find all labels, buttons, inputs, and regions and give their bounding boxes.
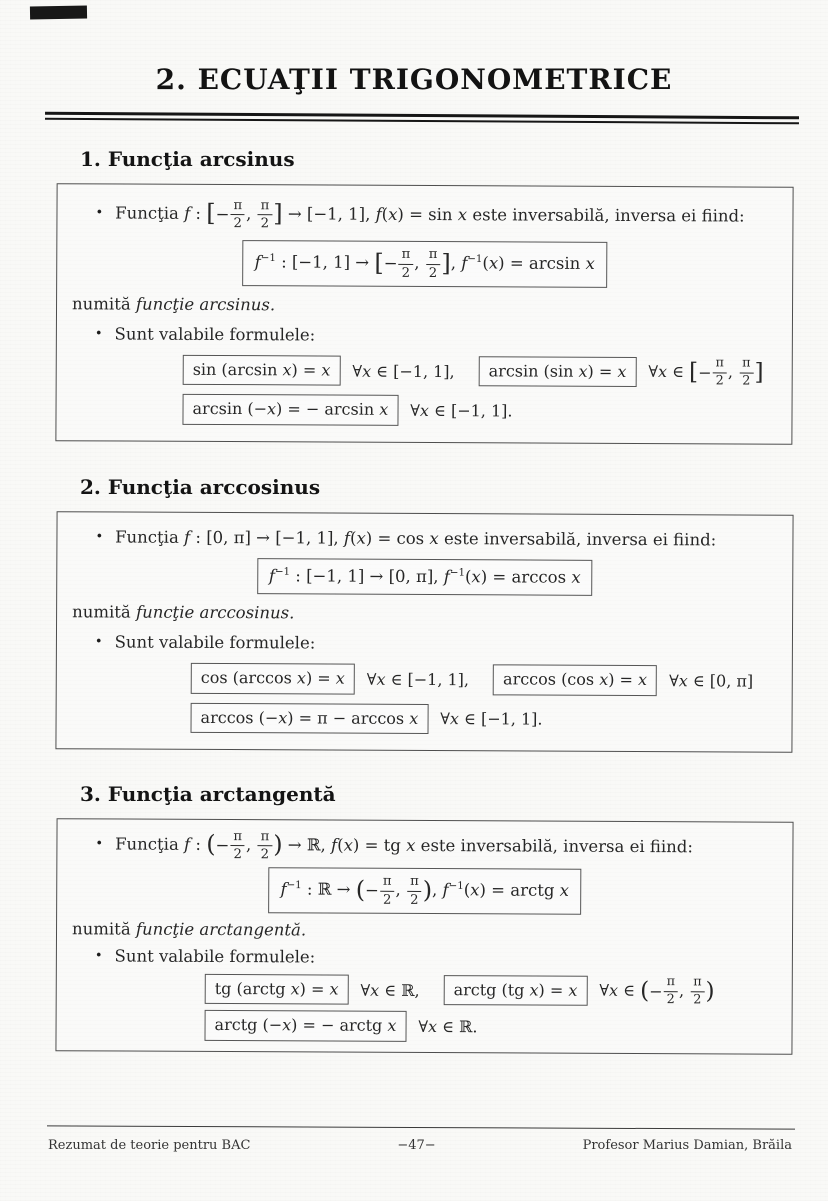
formula-row <box>182 395 785 429</box>
formula-box: arccos (cos x) = x <box>493 664 657 696</box>
note-prefix: numită <box>72 294 136 314</box>
formulas-intro-label: Sunt valabile formulele: <box>114 325 316 346</box>
formula-row <box>204 1010 785 1044</box>
formula-box: arccos (−x) = π − arccos x <box>191 702 429 734</box>
domain-condition: ∀x ∈ (− $\frac{\pi}{2}$ , $\frac{\pi}{2}$ ) <box>599 973 715 1007</box>
domain-condition: ∀x ∈ [−1, 1], <box>352 361 455 382</box>
domain-condition: ∀x ∈ [−1, 1], <box>366 669 470 689</box>
section-box-arcsinus <box>55 184 793 446</box>
domain-condition: ∀x ∈ [0, π] <box>669 670 754 690</box>
page-title: 2. ECUAŢII TRIGONOMETRICE <box>155 63 673 96</box>
section-heading-arccosinus: 2. Funcţia arccosinus <box>80 474 321 499</box>
section-box-arccosinus <box>55 511 793 753</box>
formula-box: sin (arcsin x) = x <box>183 355 341 387</box>
formula-box: arctg (−x) = − arctg x <box>204 1010 406 1042</box>
domain-condition: ∀x ∈ [− $\frac{\pi}{2}$ , $\frac{\pi}{2}$ ] <box>648 355 764 389</box>
formula-box: arctg (tg x) = x <box>444 975 588 1006</box>
inverse-row <box>63 240 786 289</box>
intro-line <box>63 829 786 864</box>
formulas-intro-line <box>63 324 786 349</box>
title-divider <box>45 112 799 125</box>
formula-box: tg (arctg x) = x <box>205 974 349 1005</box>
formulas-intro-line <box>63 631 786 656</box>
inverse-formula-box: $f^{-1}$ : [−1, 1] → [0, π], $f^{-1}(x) = \arccos x$ <box>257 558 593 595</box>
formula-row <box>191 662 786 696</box>
inverse-formula-box: $f^{-1}$ : [−1, 1] → [− $\frac{\pi}{2}$ , $\frac{\pi}{2}$ ], $f^{-1}(x) = \arcsin x$ <box>243 241 607 288</box>
formula-box: arcsin (sin x) = x <box>479 356 637 388</box>
footer-left-text: Rezumat de teorie pentru BAC <box>48 1138 251 1153</box>
bullet-icon: • <box>95 529 104 545</box>
domain-condition: ∀x ∈ ℝ. <box>418 1017 478 1037</box>
function-name-note <box>72 601 786 626</box>
domain-condition: ∀x ∈ ℝ, <box>360 980 420 1000</box>
inverse-row <box>63 867 786 916</box>
formula-row <box>205 974 786 1008</box>
bullet-icon: • <box>94 634 103 650</box>
formula-box: cos (arccos x) = x <box>191 662 355 694</box>
section-heading-arcsinus: 1. Funcţia arcsinus <box>80 147 295 172</box>
scan-artifact-mark <box>30 6 87 20</box>
bullet-icon: • <box>95 836 104 852</box>
section-box-arctangenta <box>55 818 793 1055</box>
formulas-intro-label: Sunt valabile formulele: <box>114 946 316 967</box>
footer-right-text: Profesor Marius Damian, Brăila <box>582 1138 792 1153</box>
domain-condition: ∀x ∈ [−1, 1]. <box>410 401 513 422</box>
formulas-intro-line <box>63 945 786 970</box>
note-italic: funcţie arccosinus. <box>135 602 295 622</box>
function-name-note <box>72 918 786 943</box>
intro-line <box>63 526 786 551</box>
formula-box: arcsin (−x) = − arcsin x <box>182 395 398 427</box>
page-footer <box>0 1127 828 1153</box>
inverse-formula-box: $f^{-1}$ : ℝ → (− $\frac{\pi}{2}$ , $\frac{\pi}{2}$ ), $f^{-1}(x)$ = arctg x <box>268 868 581 915</box>
intro-line <box>63 199 786 234</box>
note-prefix: numită <box>71 919 136 939</box>
formula-row <box>191 702 786 736</box>
domain-condition: ∀x ∈ [−1, 1]. <box>440 709 543 729</box>
note-italic: funcţie arctangentă. <box>135 919 307 940</box>
section-heading-arctangenta: 3. Funcţia arctangentă <box>80 782 336 807</box>
inverse-row <box>63 557 786 596</box>
page-number: −47− <box>397 1138 436 1153</box>
bullet-icon: • <box>94 327 103 343</box>
intro-formula: Funcţia f : [0, π] → [−1, 1], f(x) = cos x este inversabilă, inversa ei fiind: <box>115 527 717 550</box>
bullet-icon: • <box>95 205 104 222</box>
formulas-intro-label: Sunt valabile formulele: <box>114 632 316 653</box>
note-italic: funcţie arcsinus. <box>135 294 276 315</box>
intro-formula: Funcţia f : (− $\frac{\pi}{2}$ , $\frac{\pi}{2}$ ) → ℝ, f(x) = tg x este inversabilă, inversa ei fiind: <box>115 829 694 863</box>
note-prefix: numită <box>72 601 137 622</box>
footer-divider <box>47 1125 795 1129</box>
intro-formula: Funcţia f : [− $\frac{\pi}{2}$ , $\frac{\pi}{2}$ ] → [−1, 1], f(x) = sin x este inversabilă, inversa ei fiind: <box>115 198 745 232</box>
bullet-icon: • <box>94 948 103 964</box>
formula-row <box>183 355 786 389</box>
function-name-note <box>72 293 786 318</box>
